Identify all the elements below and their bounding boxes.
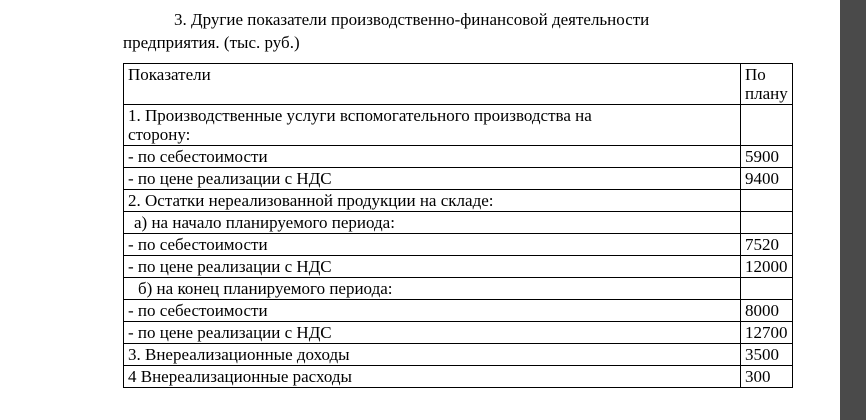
- row-label: - по себестоимости: [124, 300, 741, 322]
- heading-line-1: 3. Другие показатели производственно-финансовой деятельности: [174, 10, 650, 29]
- row-label: - по себестоимости: [124, 146, 741, 168]
- row-label: 3. Внереализационные доходы: [124, 344, 741, 366]
- header-plan: [741, 64, 793, 105]
- row-label: - по цене реализации с НДС: [124, 168, 741, 190]
- table-row: [124, 212, 793, 234]
- table-row: [124, 190, 793, 212]
- row-value: 12700: [741, 322, 793, 344]
- header-indicators: Показатели: [124, 64, 741, 105]
- table-row: [124, 168, 793, 190]
- table-row: [124, 256, 793, 278]
- table-row: [124, 146, 793, 168]
- header-plan-line-2: плану: [745, 84, 788, 103]
- heading-line-2: предприятия. (тыс. руб.): [123, 33, 300, 52]
- row-value: [741, 105, 793, 146]
- row-value: [741, 212, 793, 234]
- row-value: 9400: [741, 168, 793, 190]
- row-value: 5900: [741, 146, 793, 168]
- row-value: 12000: [741, 256, 793, 278]
- row-label: - по себестоимости: [124, 234, 741, 256]
- row-label: [124, 105, 741, 146]
- table-row: [124, 322, 793, 344]
- row-value: 7520: [741, 234, 793, 256]
- window-edge-bar: [840, 0, 866, 420]
- row-label: а) на начало планируемого периода:: [124, 212, 741, 234]
- table-row: [124, 105, 793, 146]
- document-heading: [123, 8, 823, 54]
- header-plan-line-1: По: [745, 65, 766, 84]
- table-row: [124, 278, 793, 300]
- row-label: - по цене реализации с НДС: [124, 256, 741, 278]
- row-label-line-1: 1. Производственные услуги вспомогательного производства на: [128, 106, 592, 125]
- row-label: 4 Внереализационные расходы: [124, 366, 741, 388]
- table-row: [124, 366, 793, 388]
- row-value: [741, 190, 793, 212]
- row-value: 3500: [741, 344, 793, 366]
- row-label-line-2: сторону:: [128, 125, 191, 144]
- row-label: 2. Остатки нереализованной продукции на складе:: [124, 190, 741, 212]
- table-row: [124, 344, 793, 366]
- row-value: [741, 278, 793, 300]
- table-header-row: [124, 64, 793, 105]
- row-value: 8000: [741, 300, 793, 322]
- row-label: - по цене реализации с НДС: [124, 322, 741, 344]
- table-row: [124, 300, 793, 322]
- row-label: б) на конец планируемого периода:: [124, 278, 741, 300]
- row-value: 300: [741, 366, 793, 388]
- indicators-table: [123, 63, 793, 388]
- table-row: [124, 234, 793, 256]
